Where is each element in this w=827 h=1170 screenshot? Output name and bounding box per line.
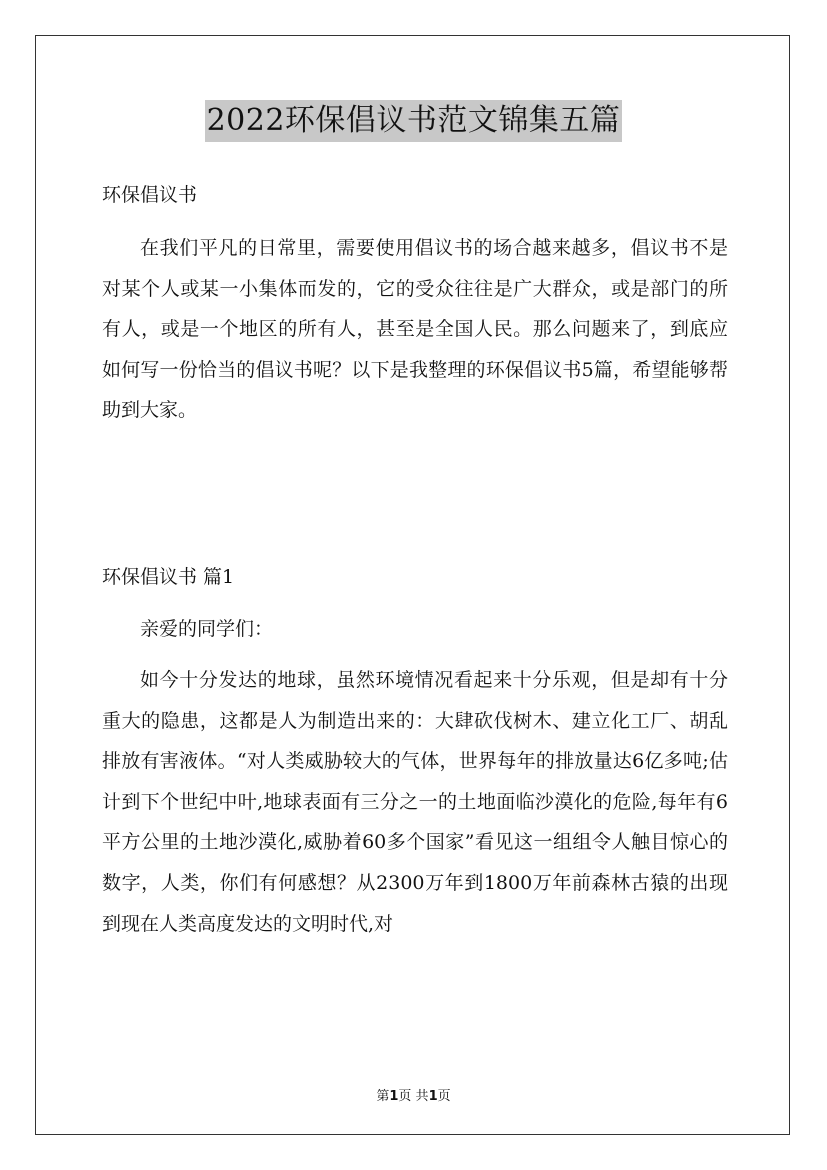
intro-section (102, 228, 728, 431)
footer-page-suffix: 页 (437, 1089, 451, 1104)
title-container (0, 100, 827, 142)
footer-page-prefix: 第 (376, 1089, 390, 1104)
intro-heading: 环保倡议书 (102, 184, 198, 206)
footer-page-number: 1 (389, 1089, 399, 1104)
document-title: 2022环保倡议书范文锦集五篇 (205, 100, 623, 142)
footer-page-total: 1 (428, 1089, 438, 1104)
intro-paragraph: 在我们平凡的日常里，需要使用倡议书的场合越来越多，倡议书不是对某个人或某一小集体而发的，它的受众往往是广大群众，或是部门的所有人，或是一个地区的所有人，甚至是全国人民。那么问题来了，到底应如何写一份恰当的倡议书呢？以下是我整理的环保倡议书5篇，希望能够帮助到大家。 (102, 237, 728, 422)
page-footer (0, 1085, 827, 1104)
body-paragraph: 如今十分发达的地球，虽然环境情况看起来十分乐观，但是却有十分重大的隐患，这都是人为制造出来的：大肆砍伐树木、建立化工厂、胡乱排放有害液体。“对人类威胁较大的气体，世界每年的排放量达6亿多吨;估计到下个世纪中叶,地球表面有三分之一的土地面临沙漠化的危险,每年有6平方公里的土地沙漠化,威胁着60多个国家”看见这一组组令人触目惊心的数字，人类，你们有何感想？从2300万年到1800万年前森林古猿的出现到现在人类高度发达的文明时代,对 (102, 669, 728, 935)
footer-page-mid: 页 共 (398, 1089, 429, 1104)
salutation: 亲爱的同学们： (140, 618, 274, 640)
section1-heading: 环保倡议书 篇1 (102, 566, 235, 588)
section1-body (102, 660, 728, 944)
